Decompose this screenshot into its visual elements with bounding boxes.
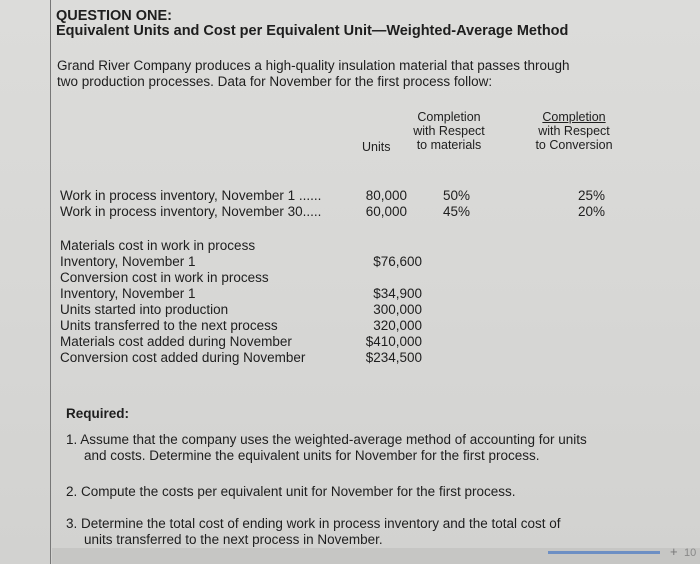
wip-row-materials: 45% [442,204,470,219]
cost-row-label: Inventory, November 1 [60,254,196,269]
cost-row-label: Units transferred to the next process [60,318,278,333]
cost-row-label: Materials cost added during November [60,334,292,349]
page-number: 10 [684,547,697,559]
zoom-slider-track[interactable] [548,551,660,554]
wip-row-conversion: 20% [577,204,605,219]
wip-row-conversion: 25% [577,188,605,203]
zoom-in-icon[interactable]: + [670,544,678,559]
header-materials: Completion with Respect to materials [413,110,485,152]
cost-row-value: $34,900 [373,286,422,301]
required-title: Required: [66,406,130,421]
cost-row-value: $76,600 [373,254,422,269]
cost-row-value: $410,000 [365,334,422,349]
cost-row-label: Units started into production [60,302,229,317]
header-units: Units [362,140,391,154]
intro-line-2: two production processes. Data for November for the first process follow: [57,74,493,89]
cost-row-label: Conversion cost in work in process [60,270,269,285]
question-heading: QUESTION ONE: [56,8,173,24]
cost-row-value: $234,500 [365,350,422,365]
wip-row-materials: 50% [442,188,470,203]
cost-row-label: Conversion cost added during November [60,350,306,365]
cost-row-label: Inventory, November 1 [60,286,196,301]
wip-row-units: 80,000 [365,188,407,203]
question-subheading: Equivalent Units and Cost per Equivalent Unit—Weighted-Average Method [56,23,569,39]
wip-row-label: Work in process inventory, November 1 ...... [60,188,322,203]
cost-row-value: 320,000 [373,318,422,333]
cost-row-value: 300,000 [373,302,422,317]
wip-row-units: 60,000 [365,204,407,219]
cost-row-label: Materials cost in work in process [60,238,256,253]
required-item-3-line-2: units transferred to the next process in November. [84,532,383,547]
required-item-1-line-2: and costs. Determine the equivalent units for November for the first process. [84,448,540,463]
required-item-2: 2. Compute the costs per equivalent unit for November for the first process. [66,484,516,499]
header-conversion: Completion with Respect to Conversion [535,110,613,152]
wip-row-label: Work in process inventory, November 30..... [60,204,322,219]
required-item-3-line-1: 3. Determine the total cost of ending work in process inventory and the total cost of [66,516,561,531]
required-item-1-line-1: 1. Assume that the company uses the weighted-average method of accounting for units [66,432,587,447]
intro-line-1: Grand River Company produces a high-quality insulation material that passes through [57,58,570,73]
